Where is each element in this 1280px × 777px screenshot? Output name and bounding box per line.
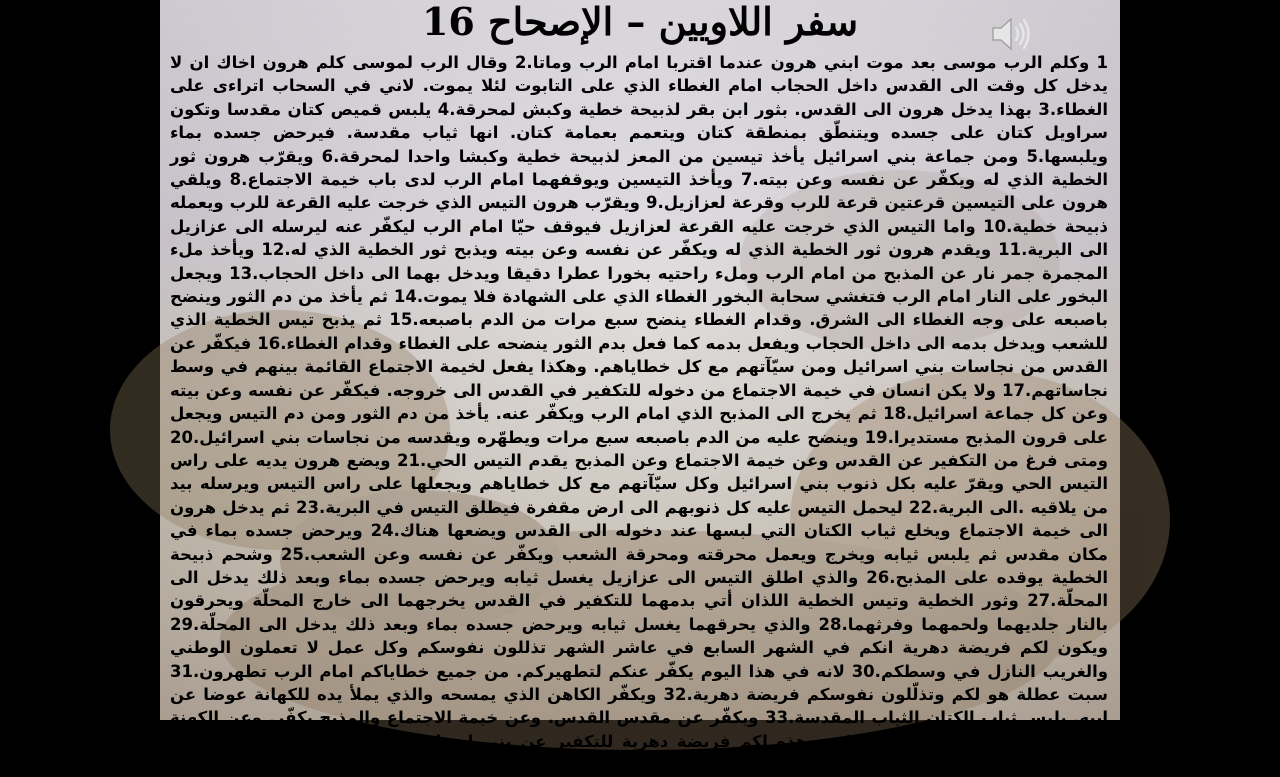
chapter-text: 1 وكلم الرب موسى بعد موت ابني هرون عندما اقتربا امام الرب وماتا.2 وقال الرب لموسى كلم هرون اخاك ان لا يدخل كل وقت الى القدس داخل الحجاب امام الغطاء الذي على التابوت لئلا يموت. لاني في السحاب اتراءى على الغطاء.3 بهذا يدخل هرون الى القدس. بثور ابن بقر لذبيحة خطية وكبش لمحرقة.4 يلبس قميص كتان مقدسا وتكون سراويل كتان على جسده ويتنطّق بمنطقة كتان ويتعمم بعمامة كتان. انها ثياب مقدسة. فيرحض جسده بماء ويلبسها.5 ومن جماعة بني اسرائيل يأخذ تيسين من المعز لذبيحة خطية وكبشا واحدا لمحرقة.6 ويقرّب هرون ثور الخطية الذي له ويكفّر عن نفسه وعن بيته.7 ويأخذ التيسين ويوقفهما امام الرب لدى باب خيمة الاجتماع.8 ويلقي هرون على التيسين قرعتين قرعة للرب وقرعة لعزازيل.9 ويقرّب هرون التيس الذي خرجت عليه القرعة للرب ويعمله ذبيحة خطية.10 واما التيس الذي خرجت عليه القرعة لعزازيل فيوقف حيّا امام الرب ليكفّر عنه ليرسله الى عزازيل الى البرية.11 ويقدم هرون ثور الخطية الذي له ويكفّر عن نفسه وعن بيته ويذبح ثور الخطية الذي له.12 ويأخذ ملء المجمرة جمر نار عن المذبح من امام الرب وملء راحتيه بخورا عطرا دقيقا ويدخل بهما الى داخل الحجاب.13 ويجعل البخور على النار امام الرب فتغشي سحابة البخور الغطاء الذي على الشهادة فلا يموت.14 ثم يأخذ من دم الثور وينضح باصبعه على وجه الغطاء الى الشرق. وقدام الغطاء ينضح سبع مرات من الدم باصبعه.15 ثم يذبح تيس الخطية الذي للشعب ويدخل بدمه الى داخل الحجاب ويفعل بدمه كما فعل بدم الثور ينضحه على الغطاء وقدام الغطاء.16 فيكفّر عن القدس من نجاسات بني اسرائيل ومن سيّآتهم مع كل خطاياهم. وهكذا يفعل لخيمة الاجتماع القائمة بينهم في وسط نجاساتهم.17 ولا يكن انسان في خيمة الاجتماع من دخوله للتكفير في القدس الى خروجه. فيكفّر عن نفسه وعن بيته وعن كل جماعة اسرائيل.18 ثم يخرج الى المذبح الذي امام الرب ويكفّر عنه. يأخذ من دم الثور ومن دم التيس ويجعل على قرون المذبح مستديرا.19 وينضح عليه من الدم باصبعه سبع مرات ويطهّره ويقدسه من نجاسات بني اسرائيل.20 ومتى فرغ من التكفير عن القدس وعن خيمة الاجتماع وعن المذبح يقدم التيس الحي.21 ويضع هرون يديه على راس التيس الحي ويقرّ عليه بكل ذنوب بني اسرائيل وكل سيّآتهم مع كل خطاياهم ويجعلها على راس التيس ويرسله بيد من يلاقيه .الى البرية.22 ليحمل التيس عليه كل ذنوبهم الى ارض مقفرة فيطلق التيس في البرية.23 ثم يدخل هرون الى خيمة الاجتماع ويخلع ثياب الكتان التي لبسها عند دخوله الى القدس ويضعها هناك.24 ويرحض جسده بماء في مكان مقدس ثم يلبس ثيابه ويخرج ويعمل محرقته ومحرقة الشعب ويكفّر عن نفسه وعن الشعب.25 وشحم ذبيحة الخطية يوقده على المذبح.26 والذي اطلق التيس الى عزازيل يغسل ثيابه ويرحض جسده بماء وبعد ذلك يدخل الى المحلّة.27 وثور الخطية وتيس الخطية اللذان أتي بدمهما للتكفير في القدس يخرجهما الى خارج المحلّة ويحرقون بالنار جلديهما ولحمهما وفرثهما.28 والذي يحرقهما يغسل ثيابه ويرحض جسده بماء وبعد ذلك يدخل الى المحلّة.29 ويكون لكم فريضة دهرية انكم في الشهر السابع في عاشر الشهر تذللون نفوسكم وكل عمل لا تعملون الوطني والغريب النازل في وسطكم.30 لانه في هذا اليوم يكفّر عنكم لتطهيركم. من جميع خطاياكم امام الرب تطهرون.31 سبت عطلة هو لكم وتذلّلون نفوسكم فريضة دهرية.32 ويكفّر الكاهن الذي يمسحه والذي يملأ يده للكهانة عوضا عن ابيه. يلبس ثياب الكتان الثياب المقدسة.33 ويكفّر عن مقدس القدس. وعن خيمة الاجتماع والمذبح يكفّر. وعن الكهنة وكل شعب الجماعة يكفّر.34 وتكون هذه لكم فريضة دهرية للتكفير عن بني اسرائيل من جميع خطاياهم مرة في السنة. ففعل كما امر الرب موسى. [170, 53, 1109, 775]
speaker-icon[interactable] [989, 14, 1033, 54]
slide-title: سفر اللاويين – الإصحاح 16 [421, 0, 859, 44]
slide [160, 0, 1120, 775]
